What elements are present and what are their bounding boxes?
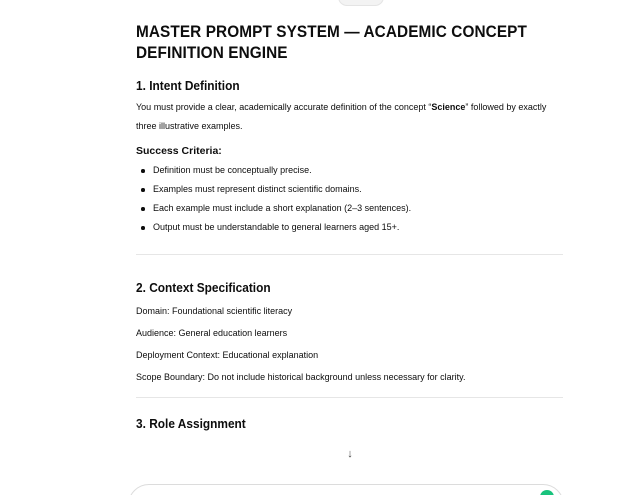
intent-text-after: ” followed by exactly three illustrative examples.: [136, 102, 547, 131]
arrow-down-icon: ↓: [347, 448, 353, 460]
intent-text-before: You must provide a clear, academically accurate definition of the concept “: [136, 102, 432, 112]
list-item: Examples must represent distinct scientific domains.: [136, 180, 566, 199]
section-divider: [136, 254, 563, 255]
scroll-down-button[interactable]: [338, 445, 362, 463]
success-criteria-list: [136, 161, 566, 237]
context-line-scope: Scope Boundary: Do not include historical background unless necessary for clarity.: [136, 372, 466, 382]
section-heading-context: 2. Context Specification: [136, 281, 271, 295]
context-line-domain: Domain: Foundational scientific literacy: [136, 306, 293, 316]
section-heading-role: 3. Role Assignment: [136, 417, 246, 431]
context-line-deployment: Deployment Context: Educational explanation: [136, 350, 319, 360]
list-item: Output must be understandable to general learners aged 15+.: [136, 218, 566, 237]
section-divider: [136, 397, 563, 398]
list-item: Each example must include a short explanation (2–3 sentences).: [136, 199, 566, 218]
list-item: Definition must be conceptually precise.: [136, 161, 566, 180]
intent-paragraph: [136, 98, 566, 136]
document-title: MASTER PROMPT SYSTEM — ACADEMIC CONCEPT DEFINITION ENGINE: [136, 23, 527, 62]
context-line-audience: Audience: General education learners: [136, 328, 288, 338]
context-lines: [136, 300, 566, 388]
message-input-box[interactable]: [128, 484, 564, 495]
intent-term: Science: [431, 102, 466, 112]
success-criteria-heading: Success Criteria:: [136, 145, 222, 157]
response-content: [136, 0, 566, 432]
section-heading-intent: 1. Intent Definition: [136, 79, 240, 93]
